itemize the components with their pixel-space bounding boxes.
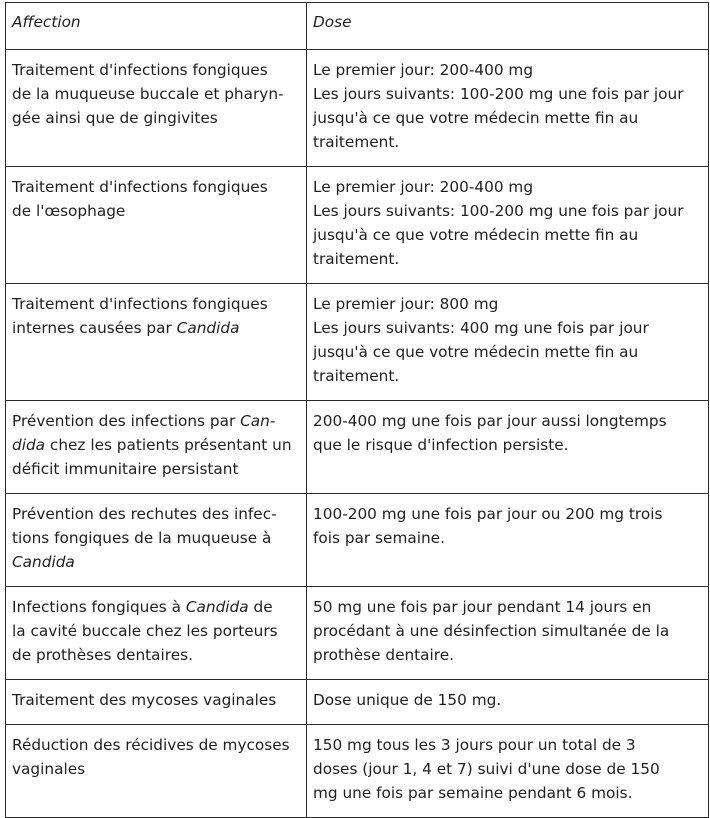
header-affection: Affection — [6, 3, 307, 50]
dose-text: traitement. — [313, 250, 400, 268]
dose-text: Le premier jour: 800 mg — [313, 295, 499, 313]
table-row — [6, 680, 709, 725]
dose-cell — [307, 401, 709, 494]
affection-italic-text: dida — [12, 436, 46, 454]
dose-text: prothèse dentaire. — [313, 646, 455, 664]
dose-cell — [307, 587, 709, 680]
affection-cell — [6, 680, 307, 725]
dose-text: 200-400 mg une fois par jour aussi longtemps — [313, 412, 667, 430]
affection-text: Infections fongiques à — [12, 598, 186, 616]
dose-text: Le premier jour: 200-400 mg — [313, 61, 534, 79]
affection-italic-text: Candida — [12, 553, 75, 571]
affection-text: Traitement d'infections fongiques — [12, 61, 268, 79]
affection-text: vaginales — [12, 760, 86, 778]
table-row — [6, 401, 709, 494]
dose-text: 100-200 mg une fois par jour ou 200 mg trois — [313, 505, 663, 523]
table-header-row — [6, 3, 709, 50]
affection-cell — [6, 401, 307, 494]
dose-cell — [307, 680, 709, 725]
affection-text: de prothèses dentaires. — [12, 646, 193, 664]
affection-text: Traitement d'infections fongiques — [12, 295, 268, 313]
dose-cell — [307, 284, 709, 401]
dose-text: Dose unique de 150 mg. — [313, 691, 502, 709]
affection-text: chez les patients présentant un — [45, 436, 292, 454]
dose-cell — [307, 725, 709, 818]
dose-text: procédant à une désinfection simultanée de la — [313, 622, 670, 640]
dose-text: que le risque d'infection persiste. — [313, 436, 569, 454]
table-row — [6, 587, 709, 680]
table-row — [6, 494, 709, 587]
dose-text: Les jours suivants: 400 mg une fois par jour — [313, 319, 649, 337]
dose-text: mg une fois par semaine pendant 6 mois. — [313, 784, 633, 802]
affection-cell — [6, 167, 307, 284]
affection-text: la cavité buccale chez les porteurs — [12, 622, 278, 640]
affection-cell — [6, 284, 307, 401]
dose-text: doses (jour 1, 4 et 7) suivi d'une dose de 150 — [313, 760, 660, 778]
dose-text: traitement. — [313, 133, 400, 151]
affection-italic-text: Candida — [185, 598, 249, 616]
dose-text: fois par semaine. — [313, 529, 445, 547]
affection-cell — [6, 725, 307, 818]
affection-text: de l'œsophage — [12, 202, 126, 220]
table-row — [6, 725, 709, 818]
affection-text: Traitement d'infections fongiques — [12, 178, 268, 196]
affection-italic-text: Candida — [176, 319, 240, 337]
dose-text: jusqu'à ce que votre médecin mette fin au — [313, 343, 639, 361]
table-row — [6, 50, 709, 167]
table-row — [6, 284, 709, 401]
dose-cell — [307, 50, 709, 167]
affection-text: déficit immunitaire persistant — [12, 460, 239, 478]
dose-cell — [307, 494, 709, 587]
affection-cell — [6, 494, 307, 587]
affection-text: gée ainsi que de gingivites — [12, 109, 218, 127]
dose-text: traitement. — [313, 367, 400, 385]
affection-text: Réduction des récidives de mycoses — [12, 736, 290, 754]
dose-cell — [307, 167, 709, 284]
dose-text: jusqu'à ce que votre médecin mette fin au — [313, 226, 639, 244]
affection-cell — [6, 587, 307, 680]
affection-text: de la muqueuse buccale et pharyn- — [12, 85, 284, 103]
dosage-table — [5, 2, 709, 818]
affection-text: internes causées par — [12, 319, 177, 337]
dose-text: Le premier jour: 200-400 mg — [313, 178, 534, 196]
affection-text: Traitement des mycoses vaginales — [12, 691, 277, 709]
affection-text: Prévention des infections par — [12, 412, 241, 430]
dose-text: Les jours suivants: 100-200 mg une fois par jour — [313, 202, 684, 220]
affection-text: Prévention des rechutes des infec- — [12, 505, 277, 523]
dose-text: 50 mg une fois par jour pendant 14 jours en — [313, 598, 652, 616]
header-dose: Dose — [307, 3, 709, 50]
table-row — [6, 167, 709, 284]
affection-cell — [6, 50, 307, 167]
dose-text: jusqu'à ce que votre médecin mette fin au — [313, 109, 639, 127]
affection-text: de — [248, 598, 273, 616]
dose-text: Les jours suivants: 100-200 mg une fois par jour — [313, 85, 684, 103]
affection-text: tions fongiques de la muqueuse à — [12, 529, 272, 547]
dose-text: 150 mg tous les 3 jours pour un total de 3 — [313, 736, 636, 754]
affection-italic-text: Can- — [240, 412, 276, 430]
